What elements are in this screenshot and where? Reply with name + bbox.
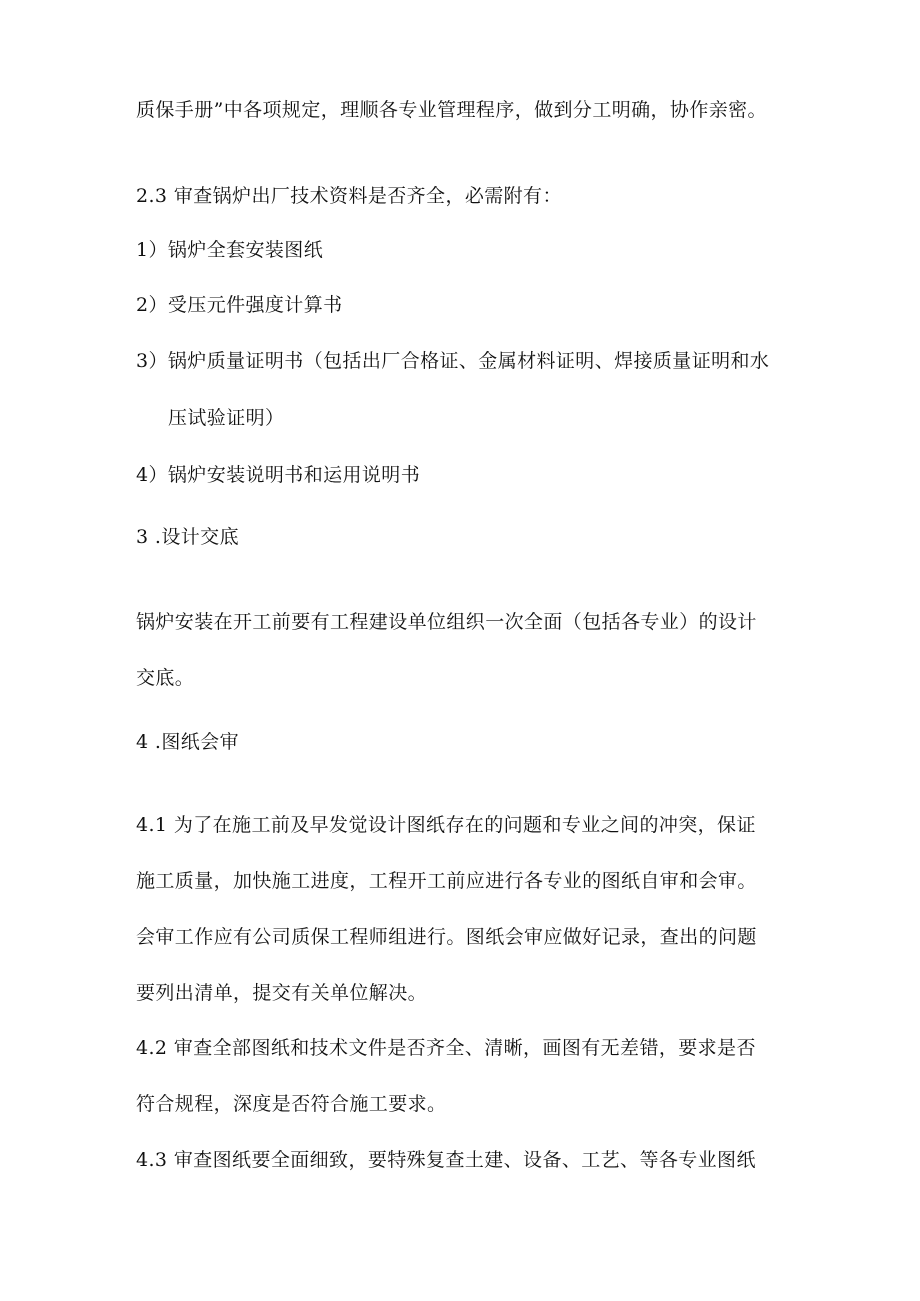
section-2-3-heading: 2.3 审查锅炉出厂技术资料是否齐全，必需附有： (136, 185, 562, 207)
section-3-paragraph-line-2: 交底。 (136, 667, 195, 689)
section-4-1-line-4: 要列出清单，提交有关单位解决。 (136, 982, 428, 1004)
list-item-3: 3）锅炉质量证明书（包括出厂合格证、金属材料证明、焊接质量证明和水 (136, 350, 770, 372)
section-4-heading: 4 .图纸会审 (136, 731, 239, 753)
section-4-1-line-2: 施工质量，加快施工进度，工程开工前应进行各专业的图纸自审和会审。 (136, 870, 757, 892)
list-item-2: 2）受压元件强度计算书 (136, 294, 343, 316)
section-4-1-line-3: 会审工作应有公司质保工程师组进行。图纸会审应做好记录，查出的问题 (136, 926, 757, 948)
list-item-3-continued: 压试验证明） (168, 407, 285, 429)
list-item-4: 4）锅炉安装说明书和运用说明书 (136, 464, 421, 486)
text-line-continuation: 质保手册”中各项规定，理顺各专业管理程序，做到分工明确，协作亲密。 (136, 99, 767, 121)
section-3-heading: 3 .设计交底 (136, 526, 239, 548)
list-item-1: 1）锅炉全套安装图纸 (136, 239, 324, 261)
section-4-1-line-1: 4.1 为了在施工前及早发觉设计图纸存在的问题和专业之间的冲突，保证 (136, 814, 756, 836)
section-4-3-line-1: 4.3 审查图纸要全面细致，要特殊复查土建、设备、工艺、等各专业图纸 (136, 1149, 756, 1171)
section-4-2-line-2: 符合规程，深度是否符合施工要求。 (136, 1093, 447, 1115)
section-3-paragraph-line-1: 锅炉安装在开工前要有工程建设单位组织一次全面（包括各专业）的设计 (136, 611, 757, 633)
section-4-2-line-1: 4.2 审查全部图纸和技术文件是否齐全、清晰，画图有无差错，要求是否 (136, 1037, 756, 1059)
